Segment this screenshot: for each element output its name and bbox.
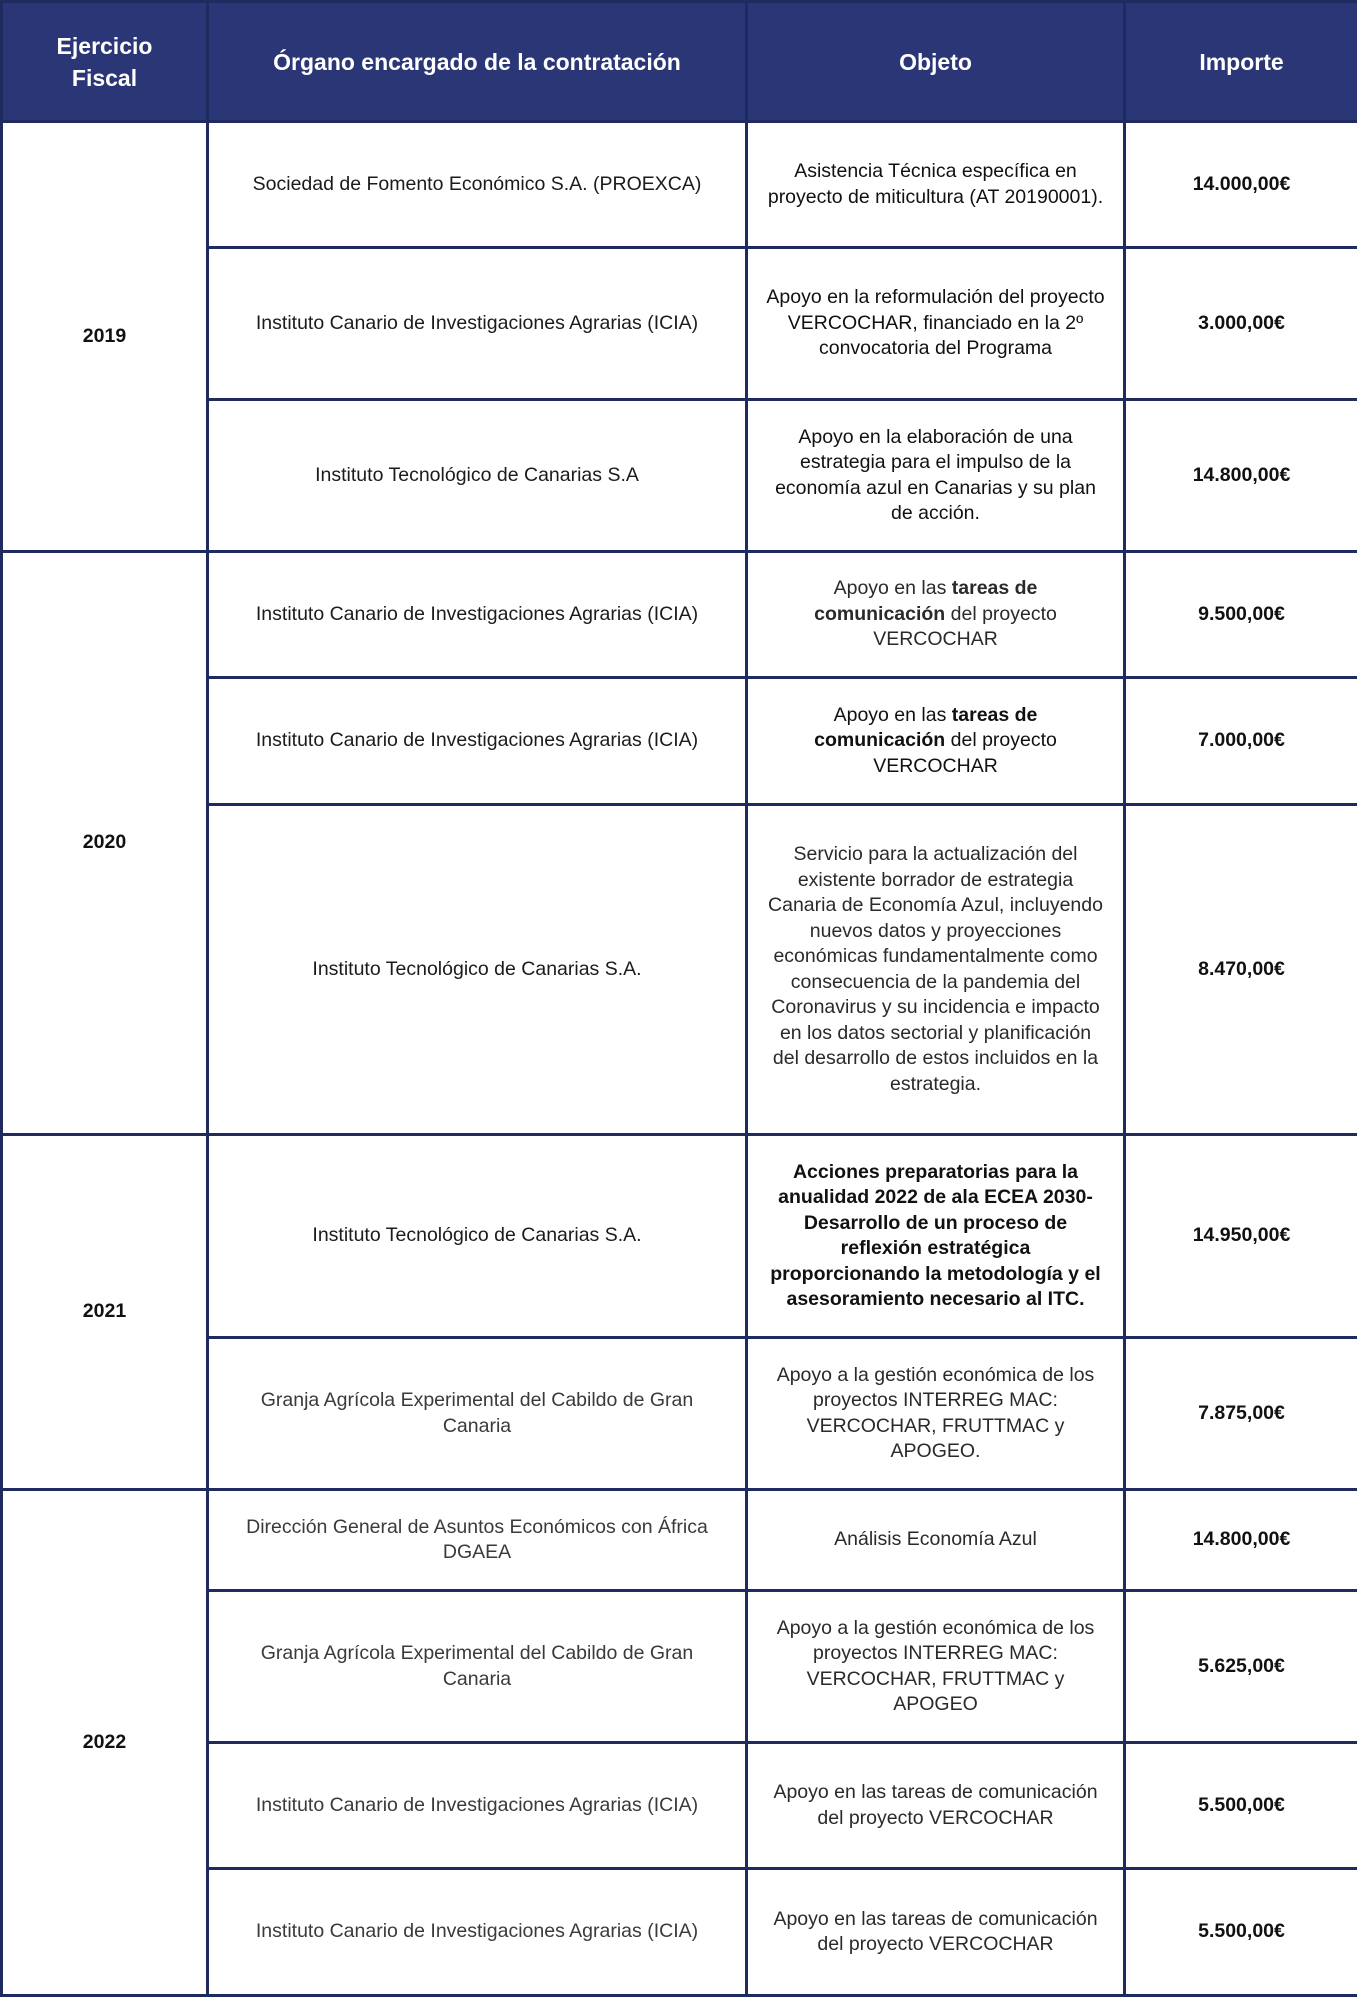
object-cell: Análisis Economía Azul bbox=[747, 1490, 1125, 1591]
contracting-body-cell: Instituto Tecnológico de Canarias S.A. bbox=[208, 1135, 747, 1338]
contracting-body-cell: Dirección General de Asuntos Económicos con África DGAEA bbox=[208, 1490, 747, 1591]
object-cell: Apoyo en la reformulación del proyecto VERCOCHAR, financiado en la 2º convocatoria del Programa bbox=[747, 248, 1125, 400]
header-contracting-body: Órgano encargado de la contratación bbox=[208, 2, 747, 122]
header-fiscal-year: Ejercicio Fiscal bbox=[2, 2, 208, 122]
amount-cell: 14.000,00€ bbox=[1125, 122, 1357, 248]
object-cell: Acciones preparatorias para la anualidad 2022 de ala ECEA 2030- Desarrollo de un proceso de reflexión estratégica proporcionando la metodología y el asesoramiento necesario al ITC. bbox=[747, 1135, 1125, 1338]
table-header bbox=[2, 2, 1357, 122]
object-text: Apoyo en las bbox=[834, 577, 952, 599]
contracting-body-cell: Instituto Tecnológico de Canarias S.A. bbox=[208, 805, 747, 1135]
object-text-bold: tareas de comunicación bbox=[814, 577, 1037, 625]
fiscal-year-cell: 2022 bbox=[2, 1490, 208, 1996]
contracting-body-cell: Instituto Canario de Investigaciones Agrarias (ICIA) bbox=[208, 552, 747, 678]
header-row bbox=[2, 2, 1357, 122]
contracting-body-cell: Granja Agrícola Experimental del Cabildo de Gran Canaria bbox=[208, 1591, 747, 1743]
object-cell: Apoyo en la elaboración de una estrategia para el impulso de la economía azul en Canarias y su plan de acción. bbox=[747, 400, 1125, 552]
amount-cell: 14.950,00€ bbox=[1125, 1135, 1357, 1338]
amount-cell: 14.800,00€ bbox=[1125, 1490, 1357, 1591]
header-amount: Importe bbox=[1125, 2, 1357, 122]
fiscal-year-cell: 2021 bbox=[2, 1135, 208, 1490]
object-cell: Apoyo en las tareas de comunicación del proyecto VERCOCHAR bbox=[747, 1743, 1125, 1869]
object-text: del proyecto VERCOCHAR bbox=[873, 729, 1057, 777]
contracting-body-cell: Instituto Canario de Investigaciones Agrarias (ICIA) bbox=[208, 678, 747, 805]
amount-cell: 14.800,00€ bbox=[1125, 400, 1357, 552]
object-cell: Apoyo en las tareas de comunicación del proyecto VERCOCHAR bbox=[747, 1869, 1125, 1996]
amount-cell: 8.470,00€ bbox=[1125, 805, 1357, 1135]
amount-cell: 7.875,00€ bbox=[1125, 1338, 1357, 1490]
fiscal-year-cell: 2019 bbox=[2, 122, 208, 552]
contracting-body-cell: Instituto Canario de Investigaciones Agrarias (ICIA) bbox=[208, 248, 747, 400]
object-cell bbox=[747, 552, 1125, 678]
object-text: del proyecto VERCOCHAR bbox=[873, 603, 1057, 651]
contracting-body-cell: Instituto Canario de Investigaciones Agrarias (ICIA) bbox=[208, 1869, 747, 1996]
object-cell: Apoyo a la gestión económica de los proyectos INTERREG MAC: VERCOCHAR, FRUTTMAC y APOGEO. bbox=[747, 1338, 1125, 1490]
object-cell: Asistencia Técnica específica en proyecto de miticultura (AT 20190001). bbox=[747, 122, 1125, 248]
amount-cell: 7.000,00€ bbox=[1125, 678, 1357, 805]
object-text: Apoyo en las bbox=[834, 704, 952, 726]
table-row bbox=[2, 1135, 1357, 1338]
amount-cell: 5.625,00€ bbox=[1125, 1591, 1357, 1743]
amount-cell: 5.500,00€ bbox=[1125, 1869, 1357, 1996]
table-row bbox=[2, 1490, 1357, 1591]
amount-cell: 3.000,00€ bbox=[1125, 248, 1357, 400]
object-cell: Apoyo a la gestión económica de los proyectos INTERREG MAC: VERCOCHAR, FRUTTMAC y APOGEO bbox=[747, 1591, 1125, 1743]
amount-cell: 9.500,00€ bbox=[1125, 552, 1357, 678]
table-body bbox=[2, 122, 1357, 1996]
header-object: Objeto bbox=[747, 2, 1125, 122]
contracting-body-cell: Instituto Canario de Investigaciones Agrarias (ICIA) bbox=[208, 1743, 747, 1869]
fiscal-year-cell: 2020 bbox=[2, 552, 208, 1135]
contracting-body-cell: Instituto Tecnológico de Canarias S.A bbox=[208, 400, 747, 552]
object-cell bbox=[747, 678, 1125, 805]
table-row bbox=[2, 122, 1357, 248]
table-row bbox=[2, 552, 1357, 678]
object-text-bold: tareas de comunicación bbox=[814, 704, 1037, 752]
amount-cell: 5.500,00€ bbox=[1125, 1743, 1357, 1869]
object-cell: Servicio para la actualización del existente borrador de estrategia Canaria de Economía Azul, incluyendo nuevos datos y proyecciones económicas fundamentalmente como consecuencia de la pandemia del Coronavirus y su incidencia e impacto en los datos sectorial y planificación del desarrollo de estos incluidos en la estrategia. bbox=[747, 805, 1125, 1135]
contracting-body-cell: Granja Agrícola Experimental del Cabildo de Gran Canaria bbox=[208, 1338, 747, 1490]
contracting-body-cell: Sociedad de Fomento Económico S.A. (PROEXCA) bbox=[208, 122, 747, 248]
